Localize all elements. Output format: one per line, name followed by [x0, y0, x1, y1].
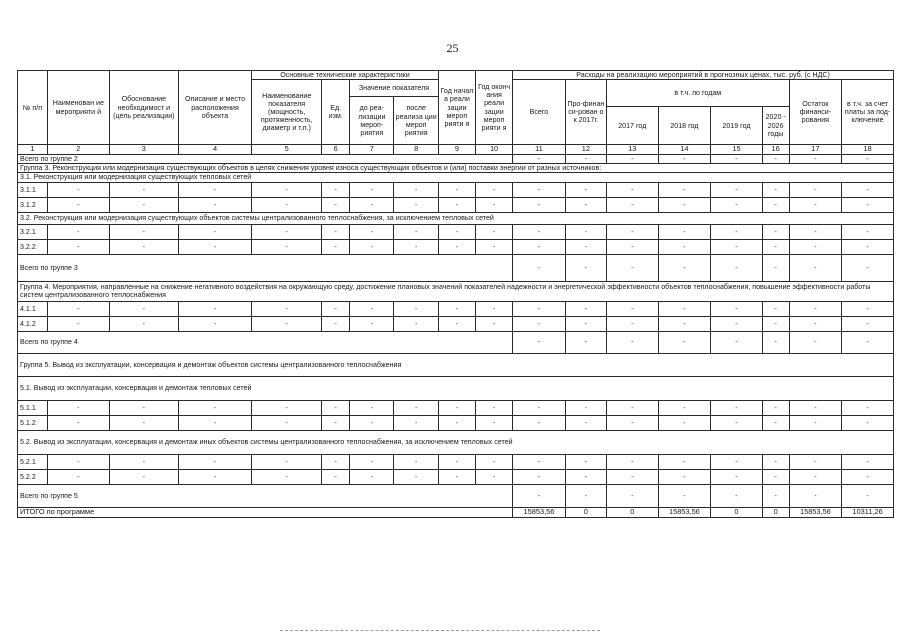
row-number: 5.1.2 [18, 415, 48, 430]
empty-value: - [47, 469, 109, 484]
empty-value: - [350, 182, 394, 197]
empty-value: - [565, 316, 606, 331]
empty-value: - [607, 239, 659, 254]
row-number: 5.1.1 [18, 400, 48, 415]
empty-value: - [109, 197, 178, 212]
empty-value: - [565, 454, 606, 469]
empty-value: - [658, 400, 711, 415]
empty-value: - [350, 469, 394, 484]
empty-value: - [658, 484, 711, 507]
table-row [18, 469, 894, 484]
empty-value: - [178, 469, 251, 484]
col-number: 18 [842, 145, 894, 155]
col-number: 17 [789, 145, 842, 155]
empty-value: - [47, 454, 109, 469]
empty-value: - [109, 182, 178, 197]
empty-value: - [513, 239, 566, 254]
empty-value: - [842, 239, 894, 254]
hdr-tech-after: после реализа ции мероп риятия [394, 97, 438, 145]
empty-value: - [842, 400, 894, 415]
empty-value: - [711, 224, 763, 239]
empty-value: - [252, 400, 322, 415]
empty-value: - [394, 197, 438, 212]
empty-value: - [322, 182, 350, 197]
empty-value: - [762, 484, 789, 507]
empty-value: - [607, 400, 659, 415]
empty-value: - [607, 182, 659, 197]
empty-value: - [476, 400, 513, 415]
col-number: 10 [476, 145, 513, 155]
total-total: 15853,56 [513, 507, 566, 517]
empty-value: - [322, 301, 350, 316]
empty-value: - [513, 316, 566, 331]
empty-value: - [394, 224, 438, 239]
hdr-tech-group: Основные технические характеристики [252, 71, 439, 80]
empty-value: - [762, 400, 789, 415]
empty-value: - [178, 301, 251, 316]
empty-value: - [789, 301, 842, 316]
empty-value: - [394, 454, 438, 469]
empty-value: - [109, 224, 178, 239]
empty-value: - [178, 239, 251, 254]
empty-value: - [842, 415, 894, 430]
program-total-label: ИТОГО по программе [18, 507, 513, 517]
section-heading: Группа 4. Мероприятия, направленные на снижение негативного воздействия на окружающую среду, достижение плановых значений показателей надежности и энергетической эффективности объектов теплоснабжения, повышение эффективности работы систем централизованного теплоснабжения [18, 281, 894, 301]
empty-value: - [178, 197, 251, 212]
empty-value: - [438, 182, 475, 197]
empty-value: - [513, 331, 566, 353]
empty-value: - [658, 182, 711, 197]
empty-value: - [350, 415, 394, 430]
section-row [18, 376, 894, 400]
col-number: 7 [350, 145, 394, 155]
empty-value: - [394, 415, 438, 430]
empty-value: - [565, 469, 606, 484]
table-row [18, 301, 894, 316]
investment-program-table [17, 70, 894, 518]
section-heading: 3.2. Реконструкция или модернизация существующих объектов системы централизованного теплоснабжения, за исключением тепловых сетей [18, 212, 894, 224]
row-number: 4.1.1 [18, 301, 48, 316]
empty-value: - [109, 415, 178, 430]
page-number: 25 [446, 41, 459, 55]
col-number: 16 [762, 145, 789, 155]
row-number: 3.2.1 [18, 224, 48, 239]
empty-value: - [350, 316, 394, 331]
empty-value: - [394, 182, 438, 197]
empty-value: - [658, 316, 711, 331]
table-row [18, 182, 894, 197]
empty-value: - [711, 484, 763, 507]
col-number: 3 [109, 145, 178, 155]
empty-value: - [322, 469, 350, 484]
empty-value: - [350, 454, 394, 469]
section-heading: Группа 5. Вывод из эксплуатации, консервация и демонтаж объектов системы централизованного теплоснабжения [18, 353, 894, 376]
empty-value: - [438, 239, 475, 254]
section-row [18, 430, 894, 454]
group-total-label: Всего по группе 3 [18, 254, 513, 281]
total-row [18, 484, 894, 507]
empty-value: - [109, 400, 178, 415]
total-financed: 0 [565, 507, 606, 517]
col-number: 5 [252, 145, 322, 155]
empty-value: - [513, 254, 566, 281]
hdr-2020-2026: 2020 - 2026 годы [762, 107, 789, 145]
empty-value: - [252, 454, 322, 469]
col-number: 9 [438, 145, 475, 155]
empty-value: - [476, 469, 513, 484]
empty-value: - [513, 469, 566, 484]
empty-value: - [438, 400, 475, 415]
col-number: 6 [322, 145, 350, 155]
empty-value: - [565, 182, 606, 197]
empty-value: - [711, 254, 763, 281]
empty-value: - [322, 400, 350, 415]
empty-value: - [438, 469, 475, 484]
empty-value: - [842, 469, 894, 484]
empty-value: - [178, 415, 251, 430]
empty-value: - [438, 224, 475, 239]
empty-value: - [658, 415, 711, 430]
empty-value: - [711, 316, 763, 331]
row-number: 3.1.1 [18, 182, 48, 197]
empty-value: - [438, 316, 475, 331]
empty-value: - [762, 254, 789, 281]
hdr-2018: 2018 год [658, 107, 711, 145]
empty-value: - [711, 182, 763, 197]
empty-value: - [607, 331, 659, 353]
table-row [18, 415, 894, 430]
empty-value: - [394, 301, 438, 316]
empty-value: - [762, 197, 789, 212]
empty-value: - [565, 415, 606, 430]
empty-value: - [47, 197, 109, 212]
row-number: 5.2.2 [18, 469, 48, 484]
hdr-2019: 2019 год [711, 107, 763, 145]
empty-value: - [394, 400, 438, 415]
empty-value: - [842, 254, 894, 281]
empty-value: - [789, 254, 842, 281]
empty-value: - [607, 254, 659, 281]
empty-value: - [476, 224, 513, 239]
empty-value: - [47, 400, 109, 415]
section-heading: 3.1. Реконструкция или модернизация существующих тепловых сетей [18, 172, 894, 182]
empty-value: - [109, 316, 178, 331]
total-row [18, 254, 894, 281]
empty-value: - [607, 484, 659, 507]
empty-value: - [178, 182, 251, 197]
empty-value: - [178, 224, 251, 239]
empty-value: - [565, 197, 606, 212]
col-number: 8 [394, 145, 438, 155]
empty-value: - [711, 454, 763, 469]
empty-value: - [842, 182, 894, 197]
total-row [18, 507, 894, 517]
group-total-label: Всего по группе 4 [18, 331, 513, 353]
empty-value: - [47, 182, 109, 197]
empty-value: - [513, 301, 566, 316]
empty-value: - [476, 197, 513, 212]
empty-value: - [513, 182, 566, 197]
empty-value: - [109, 301, 178, 316]
empty-value: - [842, 454, 894, 469]
empty-value: - [789, 469, 842, 484]
empty-value: - [394, 239, 438, 254]
empty-value: - [513, 454, 566, 469]
hdr-desc: Описание и место расположения объекта [178, 71, 251, 145]
empty-value: - [842, 331, 894, 353]
empty-value: - [109, 454, 178, 469]
empty-value: - [711, 469, 763, 484]
table-row [18, 197, 894, 212]
empty-value: - [438, 301, 475, 316]
empty-value: - [565, 239, 606, 254]
total-y2019: 0 [711, 507, 763, 517]
empty-value: - [842, 224, 894, 239]
empty-value: - [178, 316, 251, 331]
group-total-label: Всего по группе 5 [18, 484, 513, 507]
empty-value: - [565, 331, 606, 353]
hdr-costs-group: Расходы на реализацию мероприятий в прогнозных ценах, тыс. руб. (с НДС) [513, 71, 894, 80]
empty-value: - [47, 224, 109, 239]
hdr-basis: Обоснование необходимост и (цель реализации) [109, 71, 178, 145]
section-row [18, 163, 894, 172]
section-heading: 5.2. Вывод из эксплуатации, консервация и демонтаж иных объектов системы централизованного теплоснабжения, за исключением тепловых сетей [18, 430, 894, 454]
empty-value: - [658, 469, 711, 484]
empty-value: - [350, 224, 394, 239]
empty-value: - [607, 415, 659, 430]
col-number: 15 [711, 145, 763, 155]
empty-value: - [658, 301, 711, 316]
empty-value: - [565, 154, 606, 163]
empty-value: - [350, 400, 394, 415]
empty-value: - [513, 415, 566, 430]
empty-value: - [394, 316, 438, 331]
col-number: 1 [18, 145, 48, 155]
empty-value: - [109, 469, 178, 484]
hdr-tech-unit: Ед. изм. [322, 80, 350, 145]
empty-value: - [513, 154, 566, 163]
empty-value: - [438, 454, 475, 469]
empty-value: - [350, 239, 394, 254]
hdr-tech-value: Значение показателя [350, 80, 439, 97]
total-y2017: 0 [607, 507, 659, 517]
empty-value: - [252, 469, 322, 484]
empty-value: - [658, 224, 711, 239]
table-row [18, 400, 894, 415]
empty-value: - [438, 415, 475, 430]
empty-value: - [513, 224, 566, 239]
empty-value: - [565, 484, 606, 507]
total-row [18, 154, 894, 163]
empty-value: - [789, 454, 842, 469]
empty-value: - [762, 239, 789, 254]
empty-value: - [109, 239, 178, 254]
empty-value: - [762, 454, 789, 469]
empty-value: - [762, 154, 789, 163]
empty-value: - [842, 154, 894, 163]
section-row [18, 172, 894, 182]
hdr-tech-name: Наименование показателя (мощность, протяженность, диаметр и т.п.) [252, 80, 322, 145]
empty-value: - [762, 331, 789, 353]
col-number: 13 [607, 145, 659, 155]
section-heading: Группа 3. Реконструкция или модернизация существующих объектов в целях снижения уровня износа существующих объектов и (или) поставки энергии от разных источников: [18, 163, 894, 172]
hdr-num: № п/п [18, 71, 48, 145]
section-row [18, 212, 894, 224]
col-number: 12 [565, 145, 606, 155]
total-row [18, 331, 894, 353]
empty-value: - [607, 197, 659, 212]
empty-value: - [607, 454, 659, 469]
empty-value: - [789, 331, 842, 353]
empty-value: - [476, 239, 513, 254]
hdr-year-start: Год начал а реали зации мероп рияти я [438, 71, 475, 145]
total-y2018: 15853,56 [658, 507, 711, 517]
section-row [18, 353, 894, 376]
empty-value: - [252, 301, 322, 316]
empty-value: - [438, 197, 475, 212]
hdr-tech-before: до реа-лизации мероп-риятия [350, 97, 394, 145]
empty-value: - [658, 239, 711, 254]
empty-value: - [476, 182, 513, 197]
empty-value: - [658, 197, 711, 212]
empty-value: - [789, 224, 842, 239]
hdr-remaining: Остаток финанси-рования [789, 80, 842, 145]
table-row [18, 224, 894, 239]
empty-value: - [658, 254, 711, 281]
empty-value: - [658, 331, 711, 353]
empty-value: - [350, 197, 394, 212]
empty-value: - [607, 154, 659, 163]
col-number: 4 [178, 145, 251, 155]
group-total-label: Всего по группе 2 [18, 154, 513, 163]
empty-value: - [789, 400, 842, 415]
row-number: 3.2.2 [18, 239, 48, 254]
column-numbers-row [18, 145, 894, 155]
empty-value: - [178, 400, 251, 415]
empty-value: - [762, 415, 789, 430]
empty-value: - [711, 239, 763, 254]
empty-value: - [711, 301, 763, 316]
empty-value: - [252, 415, 322, 430]
empty-value: - [789, 197, 842, 212]
empty-value: - [565, 400, 606, 415]
empty-value: - [322, 197, 350, 212]
section-row [18, 281, 894, 301]
hdr-by-years: в т.ч. по годам [607, 80, 790, 107]
empty-value: - [565, 224, 606, 239]
total-incl-fee: 10311,26 [842, 507, 894, 517]
col-number: 2 [47, 145, 109, 155]
total-y2020: 0 [762, 507, 789, 517]
empty-value: - [252, 182, 322, 197]
empty-value: - [322, 239, 350, 254]
hdr-year-end: Год оконч ания реали зации мероп рияти я [476, 71, 513, 145]
empty-value: - [476, 301, 513, 316]
hdr-2017: 2017 год [607, 107, 659, 145]
empty-value: - [513, 197, 566, 212]
empty-value: - [789, 154, 842, 163]
section-heading: 5.1. Вывод из эксплуатации, консервация и демонтаж тепловых сетей [18, 376, 894, 400]
col-number: 14 [658, 145, 711, 155]
empty-value: - [476, 454, 513, 469]
empty-value: - [607, 316, 659, 331]
empty-value: - [47, 301, 109, 316]
total-remaining: 15853,56 [789, 507, 842, 517]
hdr-financed: Про-финан си-рован о к 2017г. [565, 80, 606, 145]
empty-value: - [322, 454, 350, 469]
empty-value: - [842, 197, 894, 212]
empty-value: - [252, 197, 322, 212]
empty-value: - [47, 239, 109, 254]
col-number: 11 [513, 145, 566, 155]
empty-value: - [762, 301, 789, 316]
empty-value: - [762, 182, 789, 197]
empty-value: - [789, 182, 842, 197]
row-number: 4.1.2 [18, 316, 48, 331]
footer-rule [280, 630, 600, 632]
empty-value: - [842, 301, 894, 316]
empty-value: - [476, 316, 513, 331]
table-row [18, 239, 894, 254]
row-number: 5.2.1 [18, 454, 48, 469]
empty-value: - [350, 301, 394, 316]
empty-value: - [789, 316, 842, 331]
empty-value: - [322, 224, 350, 239]
empty-value: - [565, 254, 606, 281]
empty-value: - [394, 469, 438, 484]
empty-value: - [178, 454, 251, 469]
empty-value: - [252, 316, 322, 331]
empty-value: - [47, 415, 109, 430]
empty-value: - [476, 415, 513, 430]
empty-value: - [252, 224, 322, 239]
empty-value: - [658, 454, 711, 469]
empty-value: - [789, 484, 842, 507]
empty-value: - [565, 301, 606, 316]
empty-value: - [252, 239, 322, 254]
empty-value: - [658, 154, 711, 163]
empty-value: - [47, 316, 109, 331]
empty-value: - [711, 400, 763, 415]
empty-value: - [607, 469, 659, 484]
empty-value: - [711, 415, 763, 430]
empty-value: - [789, 415, 842, 430]
empty-value: - [789, 239, 842, 254]
empty-value: - [842, 484, 894, 507]
table-row [18, 316, 894, 331]
row-number: 3.1.2 [18, 197, 48, 212]
empty-value: - [711, 331, 763, 353]
empty-value: - [762, 469, 789, 484]
hdr-incl-fee: в т.ч. за счет платы за под-ключение [842, 80, 894, 145]
empty-value: - [322, 316, 350, 331]
empty-value: - [513, 484, 566, 507]
table-row [18, 454, 894, 469]
empty-value: - [842, 316, 894, 331]
empty-value: - [607, 301, 659, 316]
empty-value: - [711, 197, 763, 212]
hdr-total: Всего [513, 80, 566, 145]
empty-value: - [762, 316, 789, 331]
empty-value: - [513, 400, 566, 415]
empty-value: - [322, 415, 350, 430]
empty-value: - [762, 224, 789, 239]
empty-value: - [711, 154, 763, 163]
hdr-name: Наименован ие мероприяти й [47, 71, 109, 145]
empty-value: - [607, 224, 659, 239]
